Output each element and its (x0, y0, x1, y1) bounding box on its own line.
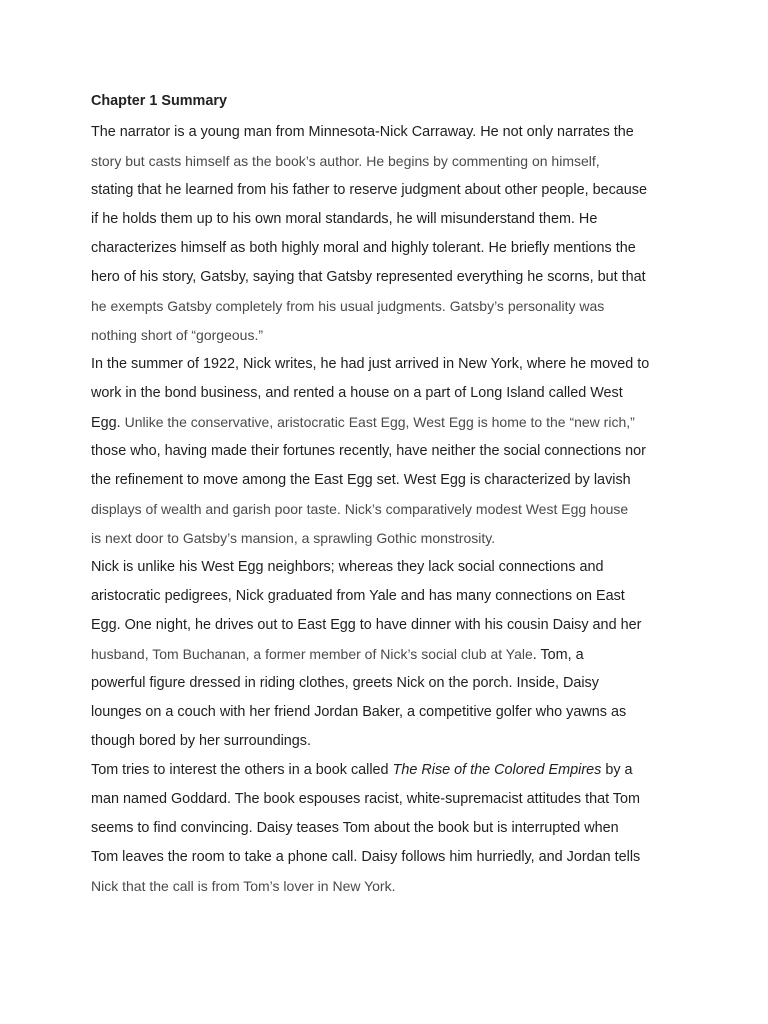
text-run: is next door to Gatsby’s mansion, a sprawling Gothic monstrosity. (91, 530, 496, 546)
paragraphs-container (91, 118, 691, 901)
paragraph (91, 756, 691, 901)
text-run: if he holds them up to his own moral standards, he will misunderstand them. He (91, 211, 598, 227)
text-line (91, 553, 691, 582)
text-run: man named Goddard. The book espouses racist, white-supremacist attitudes that Tom (91, 791, 640, 807)
text-run: nothing short of “gorgeous.” (91, 327, 263, 343)
text-line (91, 292, 691, 321)
text-line (91, 495, 691, 524)
text-line (91, 727, 691, 756)
text-line (91, 640, 691, 669)
text-line (91, 698, 691, 727)
text-line (91, 437, 691, 466)
text-run: powerful figure dressed in riding clothes, greets Nick on the porch. Inside, Daisy (91, 675, 599, 691)
text-run: he exempts Gatsby completely from his usual judgments. Gatsby’s personality was (91, 298, 605, 314)
text-line (91, 611, 691, 640)
text-line (91, 379, 691, 408)
text-run: husband, Tom Buchanan, a former member of Nick’s social club at Yale (91, 646, 533, 662)
text-run: Nick is unlike his West Egg neighbors; whereas they lack social connections and (91, 559, 604, 575)
text-line (91, 205, 691, 234)
text-run: story but casts himself as the book’s author. He begins by commenting on himself, (91, 153, 600, 169)
text-run: Nick that the call is from Tom’s lover in New York. (91, 878, 396, 894)
chapter-heading: Chapter 1 Summary (91, 93, 227, 109)
text-run: work in the bond business, and rented a house on a part of Long Island called West (91, 385, 623, 401)
text-line (91, 263, 691, 292)
text-line (91, 118, 691, 147)
text-line (91, 872, 691, 901)
text-run: Tom leaves the room to take a phone call. Daisy follows him hurriedly, and Jordan tells (91, 849, 641, 865)
paragraph (91, 350, 691, 553)
text-run: seems to find convincing. Daisy teases Tom about the book but is interrupted when (91, 820, 619, 836)
paragraph (91, 553, 691, 756)
text-run: In the summer of 1922, Nick writes, he had just arrived in New York, where he moved to (91, 356, 650, 372)
book-title-italic: The Rise of the Colored Empires (392, 762, 602, 778)
text-run: Unlike the conservative, aristocratic East Egg, West Egg is home to the “new rich,” (124, 414, 635, 430)
text-line (91, 234, 691, 263)
text-line (91, 843, 691, 872)
text-line (91, 408, 691, 437)
text-run: hero of his story, Gatsby, saying that Gatsby represented everything he scorns, but that (91, 269, 646, 285)
text-run: The narrator is a young man from Minnesota-Nick Carraway. He not only narrates the (91, 124, 634, 140)
text-run: Egg. One night, he drives out to East Egg to have dinner with his cousin Daisy and her (91, 617, 642, 633)
text-line (91, 466, 691, 495)
text-line (91, 524, 691, 553)
text-run: stating that he learned from his father to reserve judgment about other people, because (91, 182, 647, 198)
text-line (91, 814, 691, 843)
text-run: aristocratic pedigrees, Nick graduated from Yale and has many connections on East (91, 588, 625, 604)
paragraph (91, 118, 691, 350)
text-run: the refinement to move among the East Egg set. West Egg is characterized by lavish (91, 472, 631, 488)
text-line (91, 176, 691, 205)
text-line (91, 350, 691, 379)
text-run: . Tom, a (532, 647, 584, 663)
text-line (91, 147, 691, 176)
text-run: lounges on a couch with her friend Jordan Baker, a competitive golfer who yawns as (91, 704, 627, 720)
text-line (91, 756, 691, 785)
text-run: characterizes himself as both highly moral and highly tolerant. He briefly mentions the (91, 240, 636, 256)
text-run: by a (601, 762, 633, 778)
text-line (91, 582, 691, 611)
text-run: displays of wealth and garish poor taste. Nick’s comparatively modest West Egg house (91, 501, 629, 517)
text-line (91, 785, 691, 814)
text-run: Tom tries to interest the others in a book called (91, 762, 393, 778)
text-line (91, 321, 691, 350)
text-run: though bored by her surroundings. (91, 733, 312, 749)
document-body (91, 89, 691, 901)
text-run: Egg. (91, 415, 125, 431)
text-line (91, 669, 691, 698)
text-run: those who, having made their fortunes recently, have neither the social connections nor (91, 443, 646, 459)
